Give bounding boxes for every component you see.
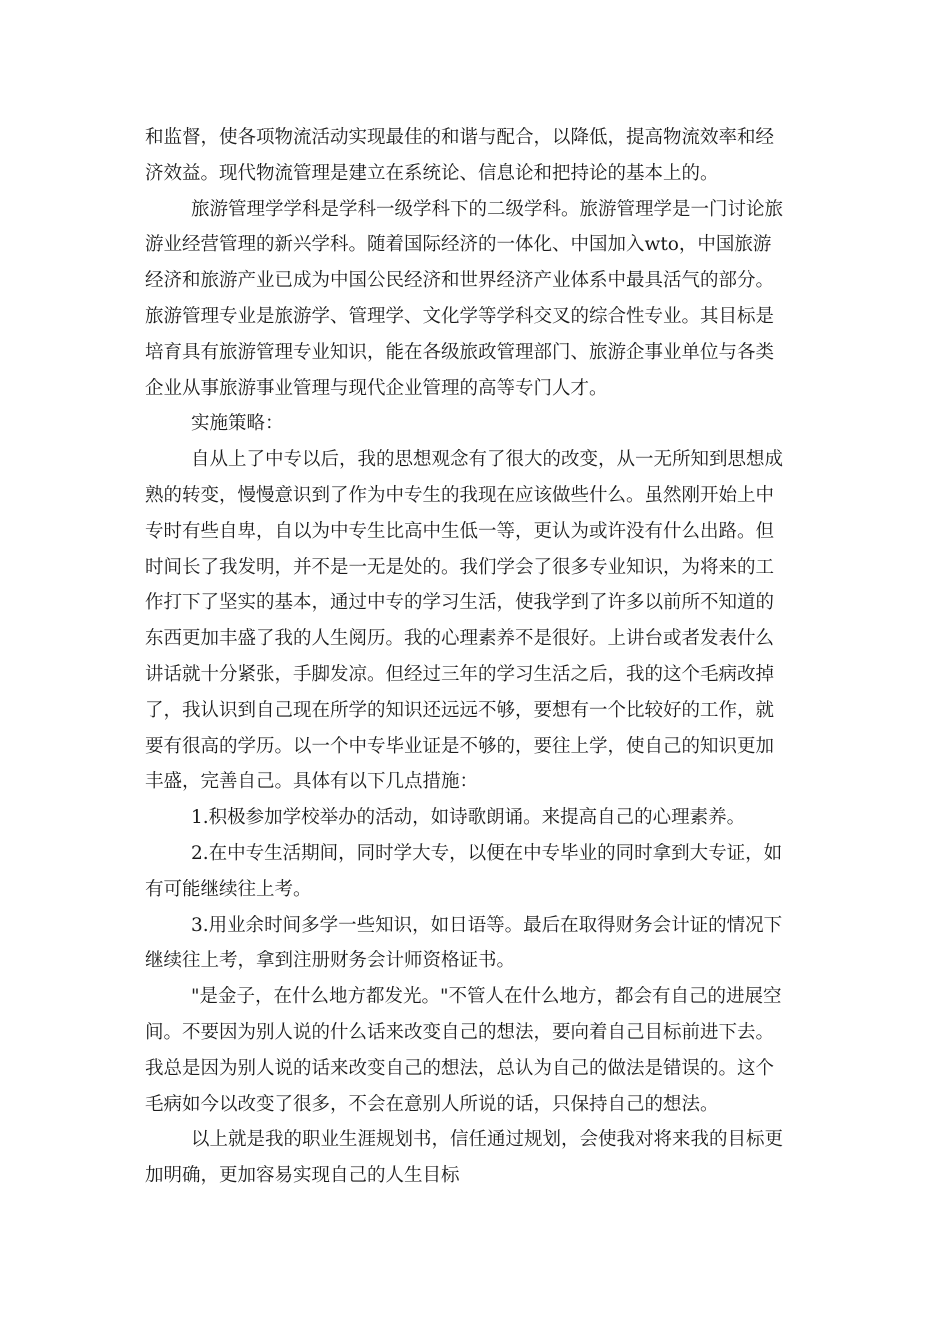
paragraph-first-line: 旅游管理学学科是学科一级学科下的二级学科。旅游管理学是一门讨论旅 [191, 198, 784, 220]
text-line: 毛病如今以改变了很多，不会在意别人所说的话，只保持自己的想法。 [145, 1093, 719, 1115]
text-line: 和监督，使各项物流活动实现最佳的和谐与配合，以降低，提高物流效率和经 [145, 127, 775, 148]
paragraph-first-line: "是金子，在什么地方都发光。"不管人在什么地方，都会有自己的进展空 [191, 986, 782, 1008]
text-line: 间。不要因为别人说的什么话来改变自己的想法，要向着自己目标前进下去。 [145, 1021, 775, 1043]
text-line: 继续往上考，拿到注册财务会计师资格证书。 [145, 950, 516, 972]
text-line: 经济和旅游产业已成为中国公民经济和世界经济产业体系中最具活气的部分。 [145, 270, 775, 292]
text-line: 企业从事旅游事业管理与现代企业管理的高等专门人才。 [145, 377, 608, 399]
text-line: 旅游管理专业是旅游学、管理学、文化学等学科交叉的综合性专业。其目标是 [145, 305, 775, 327]
text-line: 专时有些自卑，自以为中专生比高中生低一等，更认为或许没有什么出路。但 [145, 520, 775, 542]
paragraph-first-line: 实施策略： [191, 413, 284, 435]
paragraph-first-line: 1.积极参加学校举办的活动，如诗歌朗诵。来提高自己的心理素养。 [191, 807, 746, 829]
text-line: 我总是因为别人说的话来改变自己的想法，总认为自己的做法是错误的。这个 [145, 1057, 775, 1079]
text-line: 东西更加丰盛了我的人生阅历。我的心理素养不是很好。上讲台或者发表什么 [145, 628, 775, 650]
text-line: 作打下了坚实的基本，通过中专的学习生活，使我学到了许多以前所不知道的 [145, 592, 775, 614]
paragraph-first-line: 2.在中专生活期间，同时学大专，以便在中专毕业的同时拿到大专证，如 [191, 842, 783, 864]
text-line: 有可能继续往上考。 [145, 878, 312, 900]
text-line: 要有很高的学历。以一个中专毕业证是不够的，要往上学，使自己的知识更加 [145, 735, 775, 757]
text-line: 熟的转变，慢慢意识到了作为中专生的我现在应该做些什么。虽然刚开始上中 [145, 484, 775, 506]
text-line: 丰盛，完善自己。具体有以下几点措施： [145, 771, 479, 793]
text-line: 游业经营管理的新兴学科。随着国际经济的一体化、中国加入wto，中国旅游 [145, 234, 772, 256]
text-line: 培育具有旅游管理专业知识，能在各级旅政管理部门、旅游企事业单位与各类 [145, 341, 775, 363]
text-line: 了，我认识到自己现在所学的知识还远远不够，要想有一个比较好的工作，就 [145, 699, 775, 721]
paragraph-first-line: 自从上了中专以后，我的思想观念有了很大的改变，从一无所知到思想成 [191, 449, 784, 471]
paragraph-first-line: 3.用业余时间多学一些知识，如日语等。最后在取得财务会计证的情况下 [191, 914, 783, 936]
text-line: 讲话就十分紧张，手脚发凉。但经过三年的学习生活之后，我的这个毛病改掉 [145, 663, 775, 685]
text-line: 济效益。现代物流管理是建立在系统论、信息论和把持论的基本上的。 [145, 162, 719, 184]
paragraph-first-line: 以上就是我的职业生涯规划书，信任通过规划，会使我对将来我的目标更 [191, 1129, 784, 1151]
document-body [145, 120, 810, 1194]
text-line: 时间长了我发明，并不是一无是处的。我们学会了很多专业知识，为将来的工 [145, 556, 775, 578]
text-line: 加明确，更加容易实现自己的人生目标 [145, 1165, 460, 1187]
